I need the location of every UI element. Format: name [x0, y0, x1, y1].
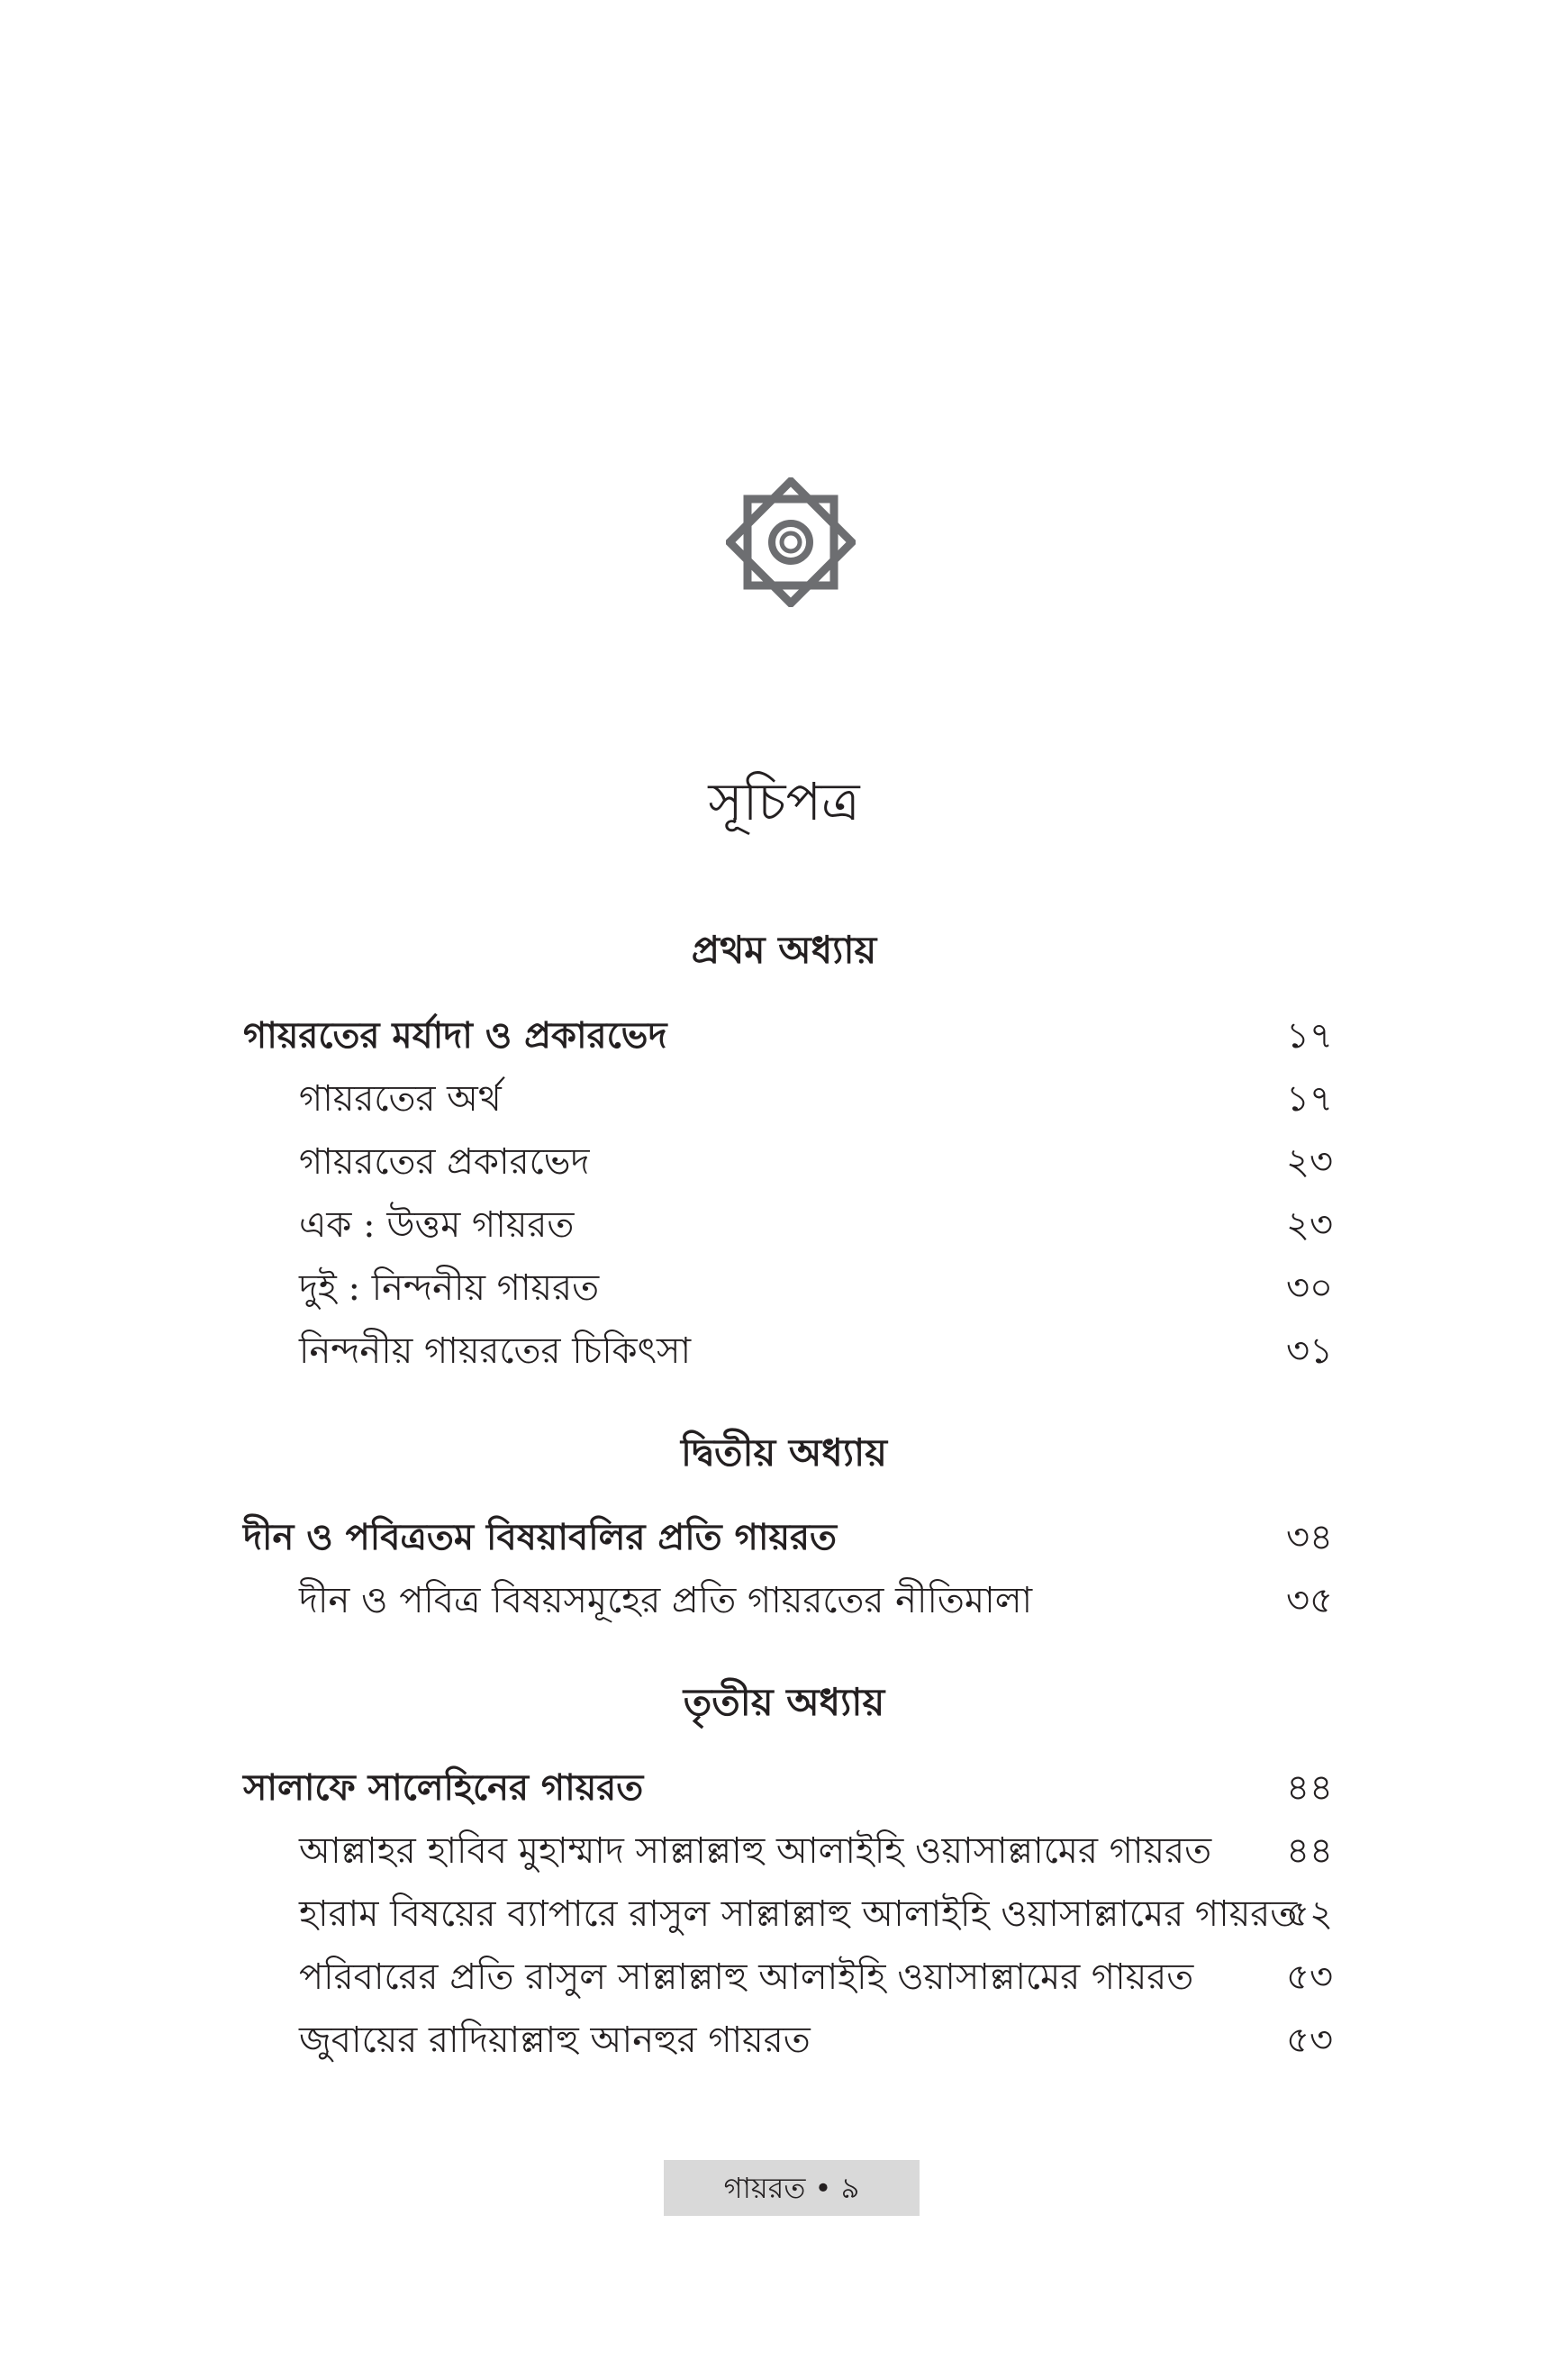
toc-entry-title: নিন্দনীয় গায়রতের চিকিৎসা	[299, 1330, 692, 1372]
toc-entry[interactable]	[243, 1322, 1333, 1380]
toc-entry[interactable]	[243, 1007, 1333, 1065]
toc-entry-page: ৩৪	[1286, 1517, 1333, 1558]
page-footer: গায়রত • ৯	[664, 2160, 920, 2216]
toc-entry-page: ৫২	[1286, 1893, 1333, 1935]
toc-entry-title: গায়রতের মর্যাদা ও প্রকারভেদ	[243, 1014, 667, 1057]
toc-entry[interactable]	[243, 1885, 1333, 1943]
toc-entry-title: জুবায়ের রাদিয়াল্লাহু আনহুর গায়রত	[299, 2019, 811, 2061]
toc-entry-title: হারাম বিষয়ের ব্যাপারে রাসুল সাল্লাল্লাহু আলাইহি ওয়াসাল্লামের গায়রত	[299, 1893, 1298, 1935]
toc-entry-page: ৫৩	[1286, 1956, 1333, 1998]
toc-entry[interactable]	[243, 1572, 1333, 1629]
toc-entry[interactable]	[243, 1070, 1333, 1128]
toc-entry[interactable]	[243, 1133, 1333, 1191]
toc-entry-page: ৩৫	[1286, 1580, 1333, 1621]
toc-entry[interactable]	[243, 1759, 1333, 1817]
toc-entry-title: গায়রতের প্রকারভেদ	[299, 1141, 590, 1183]
octagram-ornament-icon	[726, 477, 856, 607]
toc-entry[interactable]	[243, 1948, 1333, 2006]
chapter-heading-1: প্রথম অধ্যায়	[691, 928, 877, 972]
toc-entry-title: দীন ও পবিত্র বিষয়সমূহের প্রতি গায়রতের নীতিমালা	[299, 1580, 1033, 1621]
toc-entry-title: আল্লাহর হাবিব মুহাম্মাদ সাল্লাল্লাহু আলাইহি ওয়াসাল্লামের গায়রত	[299, 1830, 1212, 1872]
toc-entry-page: ৩০	[1285, 1267, 1333, 1309]
toc-entry-title: এক : উত্তম গায়রত	[299, 1204, 575, 1246]
toc-entry[interactable]	[243, 1509, 1333, 1566]
toc-entry[interactable]	[243, 1822, 1333, 1880]
toc-entry-title: দুই : নিন্দনীয় গায়রত	[299, 1267, 600, 1309]
toc-entry-title: পরিবারের প্রতি রাসুল সাল্লাল্লাহু আলাইহি ওয়াসাল্লামের গায়রত	[299, 1956, 1194, 1998]
toc-entry-page: ২৩	[1285, 1204, 1333, 1246]
toc-entry[interactable]	[243, 2011, 1333, 2069]
toc-entry-page: ৪৪	[1286, 1767, 1333, 1809]
toc-entry-title: সালাফে সালেহিনের গায়রত	[243, 1766, 644, 1809]
chapter-heading-3: তৃতীয় অধ্যায়	[683, 1680, 885, 1724]
page-title: সূচিপত্র	[708, 771, 860, 832]
toc-entry-page: ৪৪	[1286, 1830, 1333, 1872]
toc-entry-page: ১৭	[1286, 1015, 1333, 1057]
toc-entry[interactable]	[243, 1259, 1333, 1317]
toc-entry-title: দীন ও পবিত্রতম বিষয়াবলির প্রতি গায়রত	[243, 1516, 838, 1558]
toc-entry-title: গায়রতের অর্থ	[299, 1078, 502, 1120]
chapter-heading-2: দ্বিতীয় অধ্যায়	[681, 1430, 887, 1475]
toc-entry-page: ২৩	[1285, 1141, 1333, 1183]
toc-entry-page: ৩১	[1286, 1330, 1333, 1372]
toc-entry-page: ৫৩	[1286, 2019, 1333, 2061]
toc-entry-page: ১৭	[1286, 1078, 1333, 1120]
toc-entry[interactable]	[243, 1196, 1333, 1254]
